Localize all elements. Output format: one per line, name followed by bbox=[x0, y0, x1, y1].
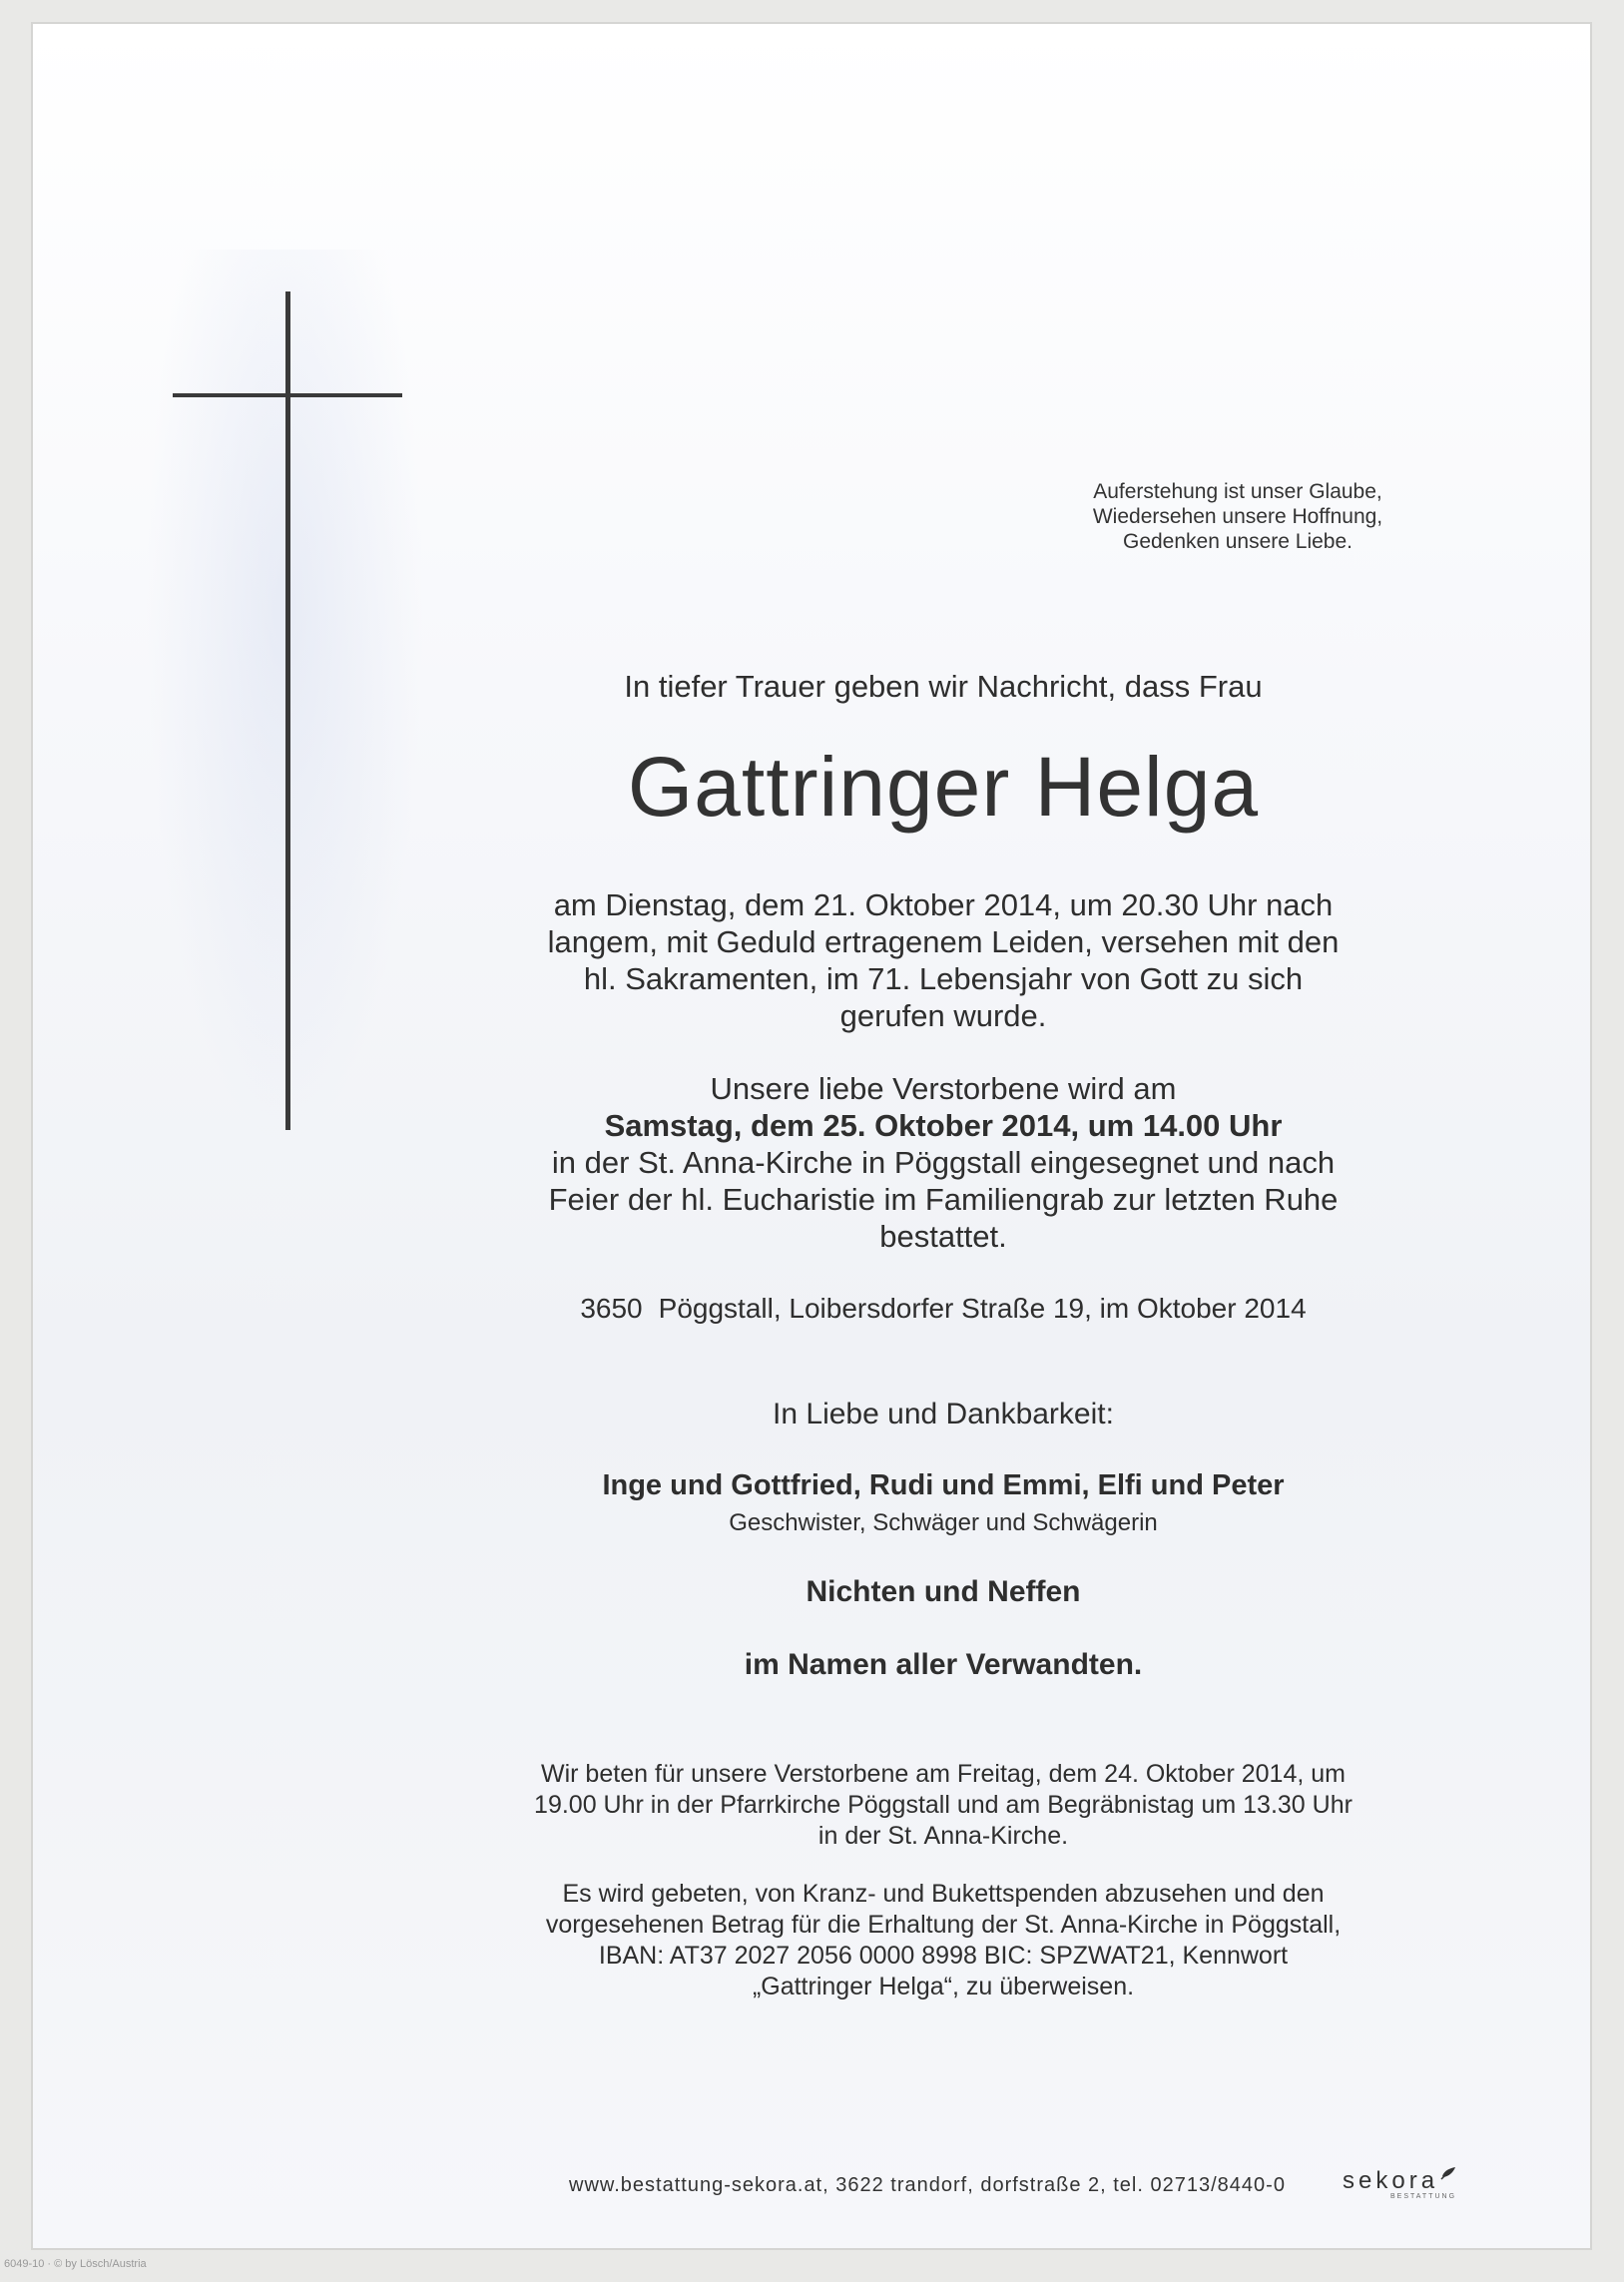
donation-line: IBAN: AT37 2027 2056 0000 8998 BIC: SPZWAT21, Kennwort bbox=[598, 1942, 1289, 1970]
postal-code: 3650 bbox=[580, 1293, 643, 1324]
cross-icon-horizontal bbox=[173, 393, 402, 397]
prayer-line: in der St. Anna-Kirche. bbox=[817, 1822, 1069, 1850]
thanks-heading: In Liebe und Dankbarkeit: bbox=[773, 1398, 1114, 1430]
deceased-name: Gattringer Helga bbox=[627, 740, 1260, 834]
death-notice-line: langem, mit Geduld ertragenem Leiden, versehen mit den bbox=[547, 924, 1340, 959]
brand-subtitle: BESTATTUNG bbox=[1390, 2193, 1457, 2200]
brand-logo bbox=[1343, 2166, 1456, 2200]
death-notice-line: gerufen wurde. bbox=[839, 998, 1047, 1033]
donation-line: Es wird gebeten, von Kranz- und Bukettspenden abzusehen und den bbox=[562, 1880, 1325, 1908]
place-date bbox=[429, 1293, 1457, 1325]
mourners-nieces: Nichten und Neffen bbox=[806, 1575, 1081, 1608]
cross-icon-vertical bbox=[285, 291, 290, 1130]
donation-line: vorgesehenen Betrag für die Erhaltung der St. Anna-Kirche in Pöggstall, bbox=[545, 1911, 1342, 1939]
print-code: 6049-10 · © by Lösch/Austria bbox=[4, 2258, 147, 2270]
prayer-line: Wir beten für unsere Verstorbene am Freitag, dem 24. Oktober 2014, um bbox=[541, 1760, 1346, 1788]
mourners-relation: Geschwister, Schwäger und Schwägerin bbox=[729, 1509, 1158, 1536]
death-notice-line: am Dienstag, dem 21. Oktober 2014, um 20.30 Uhr nach bbox=[553, 887, 1334, 922]
prayer-line: 19.00 Uhr in der Pfarrkirche Pöggstall und am Begräbnistag um 13.30 Uhr bbox=[534, 1791, 1353, 1819]
death-notice bbox=[429, 886, 1457, 1034]
funeral-date: Samstag, dem 25. Oktober 2014, um 14.00 Uhr bbox=[604, 1108, 1283, 1143]
prayer-notice bbox=[429, 1759, 1457, 1852]
place-text: Pöggstall, Loibersdorfer Straße 19, im Oktober 2014 bbox=[658, 1293, 1307, 1324]
funeral-line: Unsere liebe Verstorbene wird am bbox=[710, 1071, 1177, 1106]
footer-contact: www.bestattung-sekora.at, 3622 trandorf, dorfstraße 2, tel. 02713/8440-0 bbox=[569, 2174, 1286, 2196]
mourners-relatives: im Namen aller Verwandten. bbox=[744, 1648, 1143, 1681]
intro-text: In tiefer Trauer geben wir Nachricht, dass Frau bbox=[624, 669, 1263, 704]
donation-notice bbox=[429, 1879, 1457, 2002]
mourners-family: Inge und Gottfried, Rudi und Emmi, Elfi und Peter bbox=[602, 1469, 1285, 1501]
death-notice-line: hl. Sakramenten, im 71. Lebensjahr von Gott zu sich bbox=[583, 961, 1304, 996]
cross-glow bbox=[145, 250, 424, 1148]
funeral-notice bbox=[429, 1070, 1457, 1255]
motto-line: Auferstehung ist unser Glaube, bbox=[1093, 480, 1382, 503]
leaf-icon bbox=[1440, 2166, 1456, 2180]
donation-line: „Gattringer Helga“, zu überweisen. bbox=[752, 1973, 1135, 2000]
funeral-line: bestattet. bbox=[879, 1219, 1007, 1254]
motto-line: Wiedersehen unsere Hoffnung, bbox=[1092, 505, 1383, 528]
motto bbox=[1008, 479, 1467, 554]
brand-name: sekora bbox=[1343, 2167, 1439, 2194]
funeral-line: in der St. Anna-Kirche in Pöggstall eingesegnet und nach bbox=[551, 1145, 1336, 1180]
funeral-line: Feier der hl. Eucharistie im Familiengrab zur letzten Ruhe bbox=[548, 1182, 1339, 1217]
motto-line: Gedenken unsere Liebe. bbox=[1122, 530, 1353, 553]
